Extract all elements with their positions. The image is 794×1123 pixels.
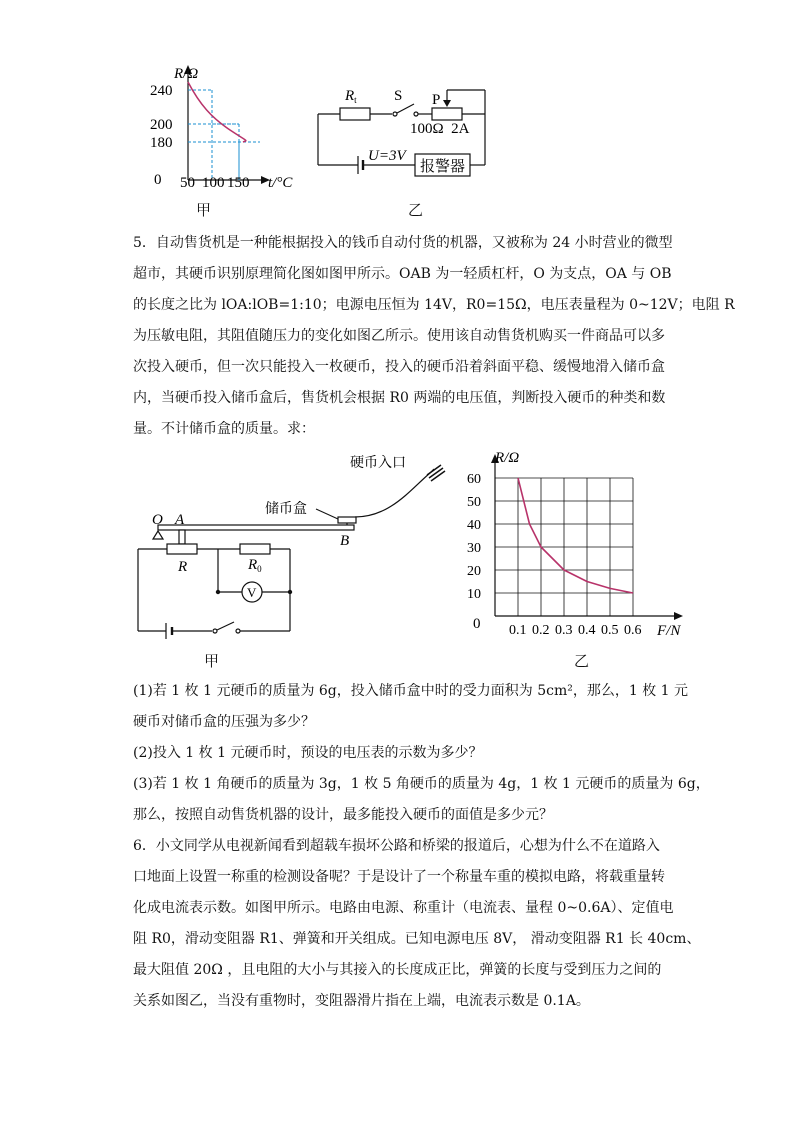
- rt-curve: [188, 82, 246, 142]
- ytick-180: 180: [150, 135, 173, 151]
- coin-box-label: 储币盒: [265, 502, 307, 517]
- chart-xtick-label: 0.4: [578, 623, 596, 638]
- question-5-subquestions: [133, 676, 710, 831]
- resistor-r: [167, 544, 197, 554]
- alarm-label: 报警器: [420, 159, 466, 175]
- q5-line: 内，当硬币投入储币盒后，售货机会根据 R0 两端的电压值，判断投入硬币的种类和数: [133, 390, 666, 406]
- chart-origin: 0: [473, 616, 481, 632]
- chart-xtick-label: 0.2: [532, 623, 550, 638]
- chart-xtick-label: 0.3: [555, 623, 573, 638]
- rheostat-rating: 100Ω 2A: [410, 121, 470, 137]
- figure-coin-circuit: [130, 445, 450, 645]
- q5-line: 5．自动售货机是一种能根据投入的钱币自动付货的机器，又被称为 24 小时营业的微型: [133, 235, 673, 251]
- figure-rt-graph: [130, 60, 310, 195]
- voltage-label: U=3V: [368, 148, 406, 164]
- graph-ylabel: R/Ω: [174, 66, 199, 82]
- question-5-text: [133, 228, 735, 445]
- q5-line: 为压敏电阻，其阻值随压力的变化如图乙所示。使用该自动售货机购买一件商品可以多: [133, 328, 665, 344]
- question-6-text: [133, 831, 701, 1017]
- chart-xtick-label: 0.6: [624, 623, 642, 638]
- chart-series-curve: [518, 478, 633, 593]
- chart-ylabel: R/Ω: [495, 450, 520, 466]
- graph-origin: 0: [154, 172, 162, 188]
- q6-line: 化成电流表示数。如图甲所示。电路由电源、称重计（电流表、量程 0~0.6A）、定值电: [133, 900, 674, 916]
- ytick-240: 240: [150, 83, 173, 99]
- caption-mid-left: 甲: [204, 652, 220, 670]
- caption-mid-right: 乙: [574, 652, 590, 670]
- chart-x-axis-arrow: [674, 612, 683, 620]
- subquestion-line: 那么，按照自动售货机器的设计，最多能投入硬币的面值是多少元？: [133, 807, 553, 823]
- label-b: B: [340, 533, 350, 549]
- figure-alarm-circuit: [310, 80, 505, 185]
- label-r: R: [178, 559, 188, 575]
- q5-line: 的长度之比为 lOA:lOB=1:10；电源电压恒为 14V，R0=15Ω，电压表量程为 0~12V；电阻 R: [133, 297, 735, 313]
- ytick-200: 200: [150, 117, 173, 133]
- coin-box: [338, 517, 356, 523]
- chart-xtick-label: 0.1: [509, 623, 527, 638]
- chart-ytick-label: 60: [467, 472, 481, 487]
- chart-xtick-label: 0.5: [601, 623, 619, 638]
- chart-ytick-label: 30: [467, 541, 481, 556]
- q6-line: 关系如图乙，当没有重物时，变阻器滑片指在上端，电流表示数是 0.1A。: [133, 993, 590, 1009]
- switch-label: S: [394, 88, 403, 104]
- graph-xlabel: t/°C: [268, 175, 293, 191]
- rt-label: $R_t$: [345, 88, 357, 105]
- subquestion-line: (2)投入 1 枚 1 元硬币时，预设的电压表的示数为多少？: [133, 745, 483, 761]
- chart-ticks: [467, 472, 642, 638]
- caption-top-left: 甲: [196, 201, 212, 219]
- label-r0: $R_0$: [248, 557, 262, 574]
- subquestion-line: (1)若 1 枚 1 元硬币的质量为 6g，投入储币盒中时的受力面积为 5cm²，那么，1 枚 1 元: [133, 683, 689, 699]
- chart-ytick-label: 40: [467, 518, 481, 533]
- subquestion-line: (3)若 1 枚 1 角硬币的质量为 3g，1 枚 5 角硬币的质量为 4g，1 枚 1 元硬币的质量为 6g，: [133, 776, 710, 792]
- q5-line: 次投入硬币，但一次只能投入一枚硬币，投入的硬币沿着斜面平稳、缓慢地滑入储币盒: [133, 359, 665, 375]
- coin-slope: [355, 473, 430, 517]
- chart-ytick-label: 10: [467, 587, 481, 602]
- q6-line: 6．小文同学从电视新闻看到超载车损坏公路和桥梁的报道后，心想为什么不在道路入: [133, 838, 660, 854]
- label-a: A: [175, 512, 185, 528]
- xtick-50: 50: [180, 175, 195, 191]
- subquestion-line: 硬币对储币盒的压强为多少？: [133, 714, 315, 730]
- xtick-100: 100: [202, 175, 225, 191]
- chart-ytick-label: 20: [467, 564, 481, 579]
- q6-line: 阻 R0，滑动变阻器 R1、弹簧和开关组成。已知电源电压 8V， 滑动变阻器 R1 长 40cm、: [133, 931, 701, 947]
- caption-top-right: 乙: [408, 201, 424, 219]
- voltmeter-label: V: [247, 585, 257, 600]
- q5-line: 超市，其硬币识别原理简化图如图甲所示。OAB 为一轻质杠杆，O 为支点，OA 与 OB: [133, 266, 672, 282]
- q5-line: 量。不计储币盒的质量。求：: [133, 421, 315, 437]
- rheostat: [432, 108, 462, 120]
- chart-ytick-label: 50: [467, 495, 481, 510]
- resistor-r0: [240, 544, 270, 554]
- lever-oab: [158, 525, 354, 530]
- chart-r-vs-f: [455, 448, 700, 643]
- coin-inlet-label: 硬币入口: [350, 456, 406, 471]
- guide-lines: [188, 90, 260, 180]
- xtick-150: 150: [227, 175, 250, 191]
- slider-label: P: [432, 92, 441, 108]
- chart-xlabel: F/N: [657, 623, 681, 639]
- slider-arrow: [443, 100, 451, 107]
- label-o: O: [152, 512, 163, 528]
- q6-line: 口地面上设置一称重的检测设备呢？于是设计了一个称量车重的模拟电路，将载重量转: [133, 869, 665, 885]
- coin-inlet-icon: [427, 465, 445, 481]
- chart-grid: [495, 478, 633, 616]
- q6-line: 最大阻值 20Ω ，且电阻的大小与其接入的长度成正比，弹簧的长度与受到压力之间的: [133, 962, 662, 978]
- thermistor-rt: [340, 108, 370, 120]
